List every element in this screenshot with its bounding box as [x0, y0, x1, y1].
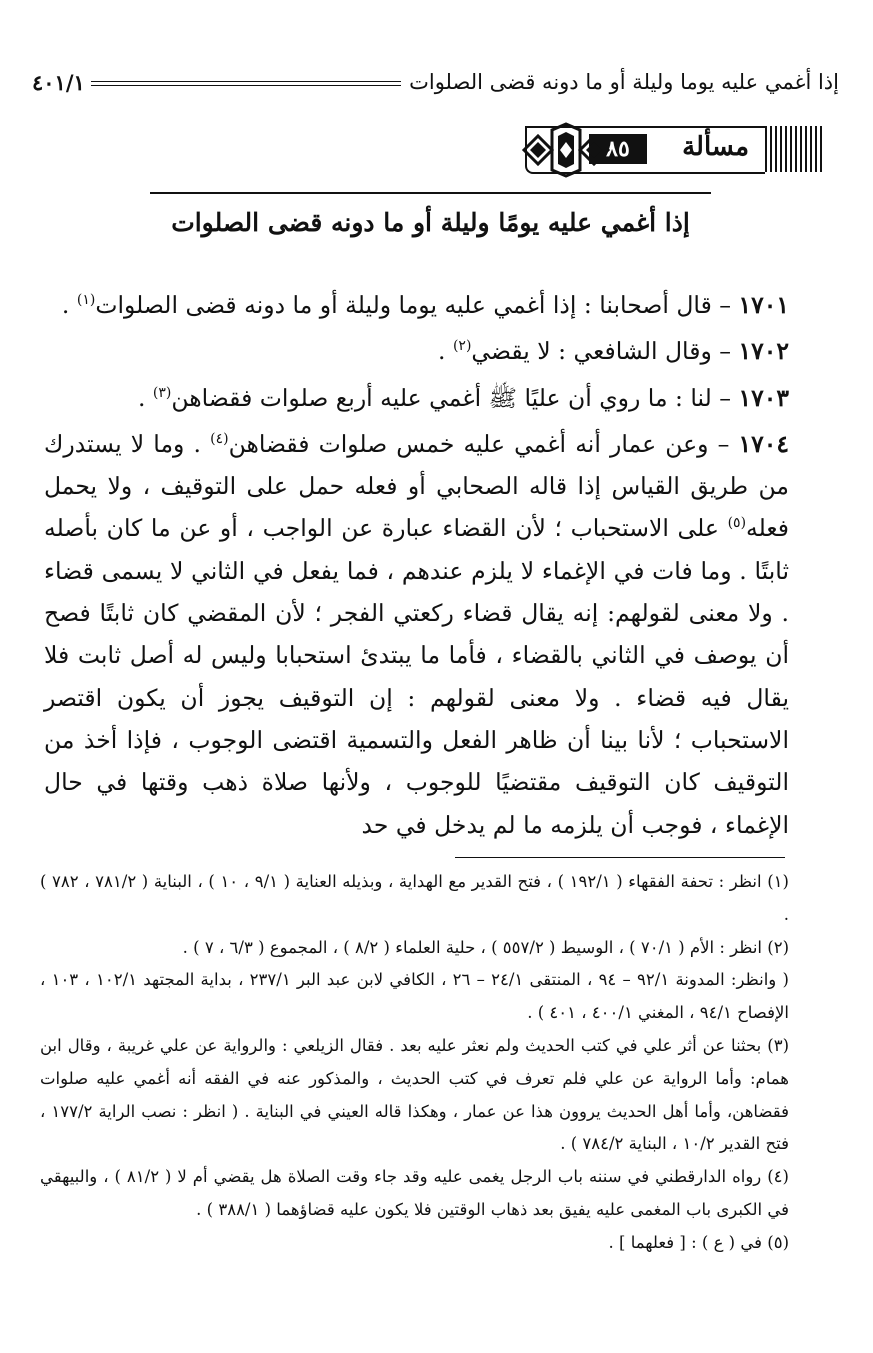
paragraph-1702	[44, 330, 789, 372]
footnote-ref: (٣)	[152, 384, 172, 401]
footnote-ref: (٢)	[452, 338, 472, 355]
paragraph-text: – وعن عمار أنه أغمي عليه خمس صلوات فقضاهن	[228, 429, 739, 458]
paragraph-1704	[44, 423, 789, 846]
footnote-1: (١) انظر : تحفة الفقهاء ( ١٩٢/١ ) ، فتح القدير مع الهداية ، وبذيله العناية ( ٩/١ ، ١٠ ) ، البناية ( ٧٨١/٢ ، ٧٨٢ ) .	[40, 872, 789, 924]
footnote-ref: (٤)	[210, 431, 229, 448]
masala-band	[520, 122, 825, 178]
paragraph-number: ١٧٠٤	[738, 429, 789, 458]
page-number: ٤٠١/١	[32, 69, 85, 95]
footnote-ref: (٥)	[727, 515, 747, 532]
footnote-3: (٣) بحثنا عن أثر علي في كتب الحديث ولم نعثر عليه بعد . فقال الزيلعي : والرواية عن علي غريبة ، وقال ابن همام: وأما الرواية عن علي فلم تعرف في كتب الحديث ، والمذكور عنه في الفقه أنه أغمي عليه صلوات فقضاهن، وأما أهل الحديث يروون هذا عن عمار ، وهكذا قاله العيني في البناية . ( انظر : نصب الراية ١٧٧/٢ ، فتح القدير ١٠/٢ ، البناية ٧٨٤/٢ ) .	[40, 1035, 789, 1154]
footnote-4: (٤) رواه الدارقطني في سننه باب الرجل يغمى عليه وقد جاء وقت الصلاة هل يقضي أم لا ( ٨١/٢ ) ، والبيهقي في الكبرى باب المغمى عليه يفيق بعد ذهاب الوقتين فلا يكون عليه قضاؤهما ( ٣٨٨/١ ) .	[40, 1167, 789, 1219]
footnote-separator	[455, 857, 785, 858]
masala-number: ٨٥	[589, 134, 647, 164]
paragraph-1703	[44, 377, 789, 419]
paragraph-1701	[44, 284, 789, 326]
running-header-rule	[91, 81, 401, 86]
paragraph-tail: على الاستحباب ؛ لأن القضاء عبارة عن الواجب ، أو عن ما كان بأصله ثابتًا . وما فات في الإغماء لا يلزم عندهم ، فما يفعل في الثاني لا يسمى قضاء . ولا معنى لقولهم: إنه يقال قضاء ركعتي الفجر ؛ لأن المقضي كان ثابتًا فصح أن يوصف في الثاني بالقضاء ، فأما ما يبتدئ استحبابا وليس له أصل ثابت فلا يقال فيه قضاء . ولا معنى لقولهم : إن التوقيف يجوز أن يكون اقتصر الاستحباب ؛ لأنا بينا أن ظاهر الفعل والتسمية اقتضى الوجوب ، فإذا أخذ من التوقيف كان التوقيف مقتضيًا للوجوب ، ولأنها صلاة ذهب وقتها في حال الإغماء ، فوجب أن يلزمه ما لم يدخل في حد	[44, 514, 789, 839]
paragraph-text: – قال أصحابنا : إذا أغمي عليه يوما وليلة أو ما دونه قضى الصلوات	[95, 291, 739, 319]
paragraph-tail: .	[438, 337, 453, 366]
footnote-2: (٢) انظر : الأم ( ٧٠/١ ) ، الوسيط ( ٥٥٧/٢ ) ، حلية العلماء ( ٨/٢ ) ، المجموع ( ٦/٣ ، ٧ ) .	[182, 937, 789, 957]
paragraph-number: ١٧٠١	[738, 291, 789, 319]
paragraph-tail: .	[137, 383, 153, 412]
running-title: إذا أغمي عليه يوما وليلة أو ما دونه قضى الصلوات	[409, 70, 839, 94]
chapter-title: إذا أغمي عليه يومًا وليلة أو ما دونه قضى الصلوات	[150, 192, 711, 254]
footnote-2-continued: ( وانظر: المدونة ٩٢/١ – ٩٤ ، المنتقى ٢٤/١ – ٢٦ ، الكافي لابن عبد البر ٢٣٧/١ ، بداية المجتهد ١٠٢/١ ، ١٠٣ ، الإفصاح ٩٤/١ ، المغني ٤٠٠/١ ، ٤٠١ ) .	[40, 970, 789, 1023]
running-header	[32, 62, 839, 102]
footnote-ref: (١)	[76, 292, 96, 309]
paragraph-text: – وقال الشافعي : لا يقضي	[471, 337, 739, 366]
paragraph-text: – لنا : ما روي أن عليًا ﷺ أغمي عليه أربع صلوات فقضاهن	[171, 383, 739, 412]
band-stripes	[765, 126, 825, 172]
ornament-icon	[520, 122, 612, 178]
paragraph-number: ١٧٠٢	[738, 337, 789, 366]
masala-label: مسألة	[682, 132, 749, 162]
footnote-5: (٥) في ( ع ) : [ فعلهما ] .	[608, 1232, 789, 1252]
body-text	[44, 284, 789, 850]
paragraph-number: ١٧٠٣	[738, 383, 789, 412]
footnotes	[40, 866, 789, 1260]
paragraph-tail: . وما لا يستدرك من طريق القياس إذا قاله الصحابي أو فعله حمل على التوقيف ، ولا يحمل فعله	[44, 429, 789, 543]
paragraph-tail: .	[61, 291, 77, 319]
